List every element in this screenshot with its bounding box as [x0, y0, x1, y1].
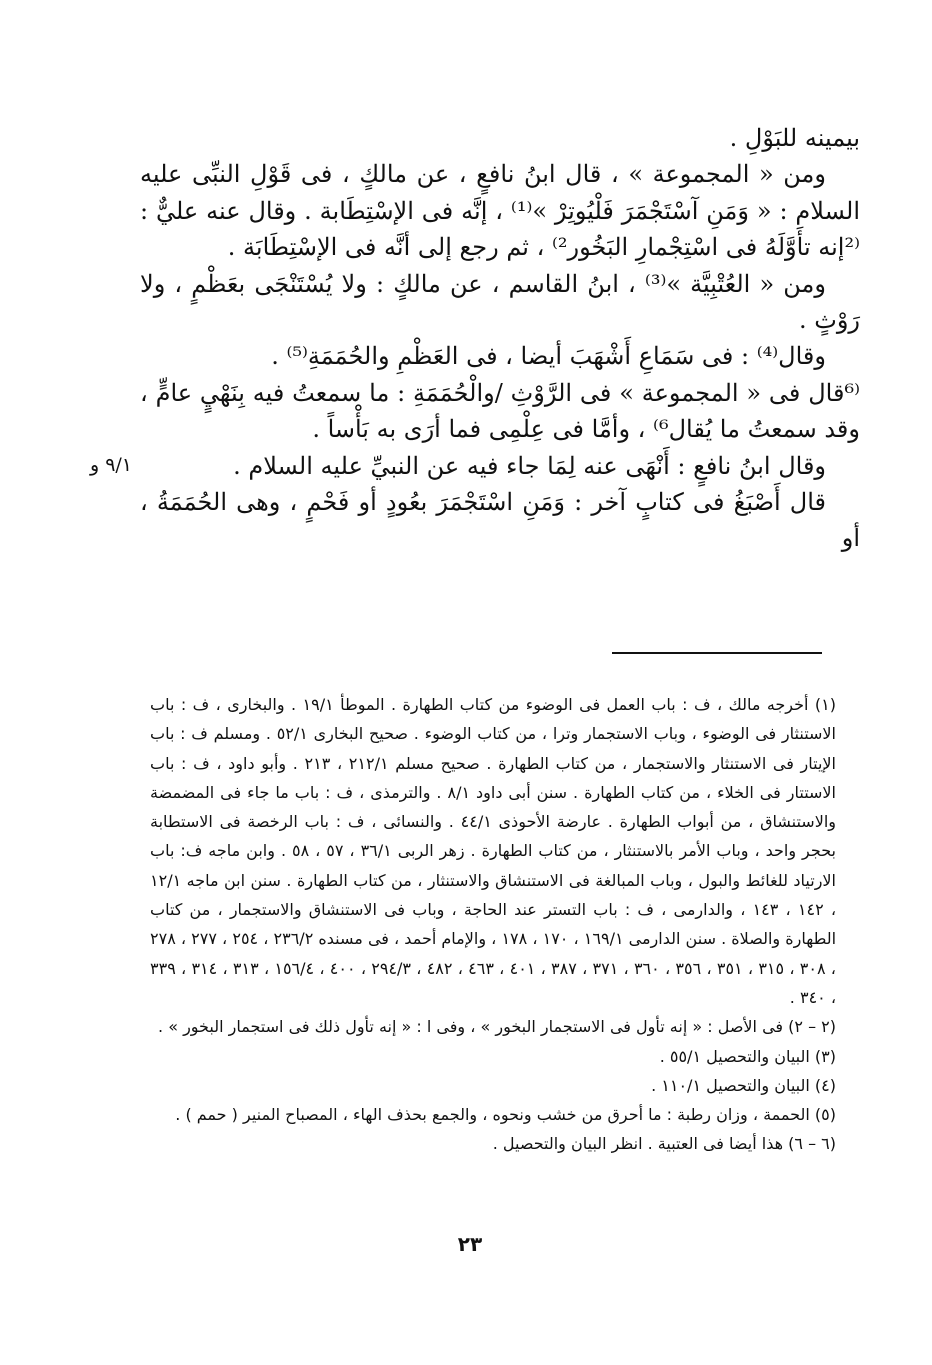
footnote: (١) أخرجه مالك ، ف : باب العمل فى الوضوء من كتاب الطهارة . الموطأ ١٩/١ . والبخارى ، ف : باب الاستنثار فى الوضوء ، وباب الاستجمار وترا ، من كتاب الوضوء . صحيح البخارى ٥٢/١ . ومسلم ف : باب الإيتار فى الاستنثار والاستجمار ، من كتاب الطهارة . صحيح مسلم ٢١٢/١ ، ٢١٣ . وأبو داود ، ف : باب الاستتار فى الخلاء ، من كتاب الطهارة . سنن أبى داود ٨/١ . والترمذى ، ف : باب ما جاء فى المضمضة والاستنشاق ، من أبواب الطهارة . عارضة الأحوذى ٤٤/١ . والنسائى ، ف : باب الرخصة فى الاستطابة بحجر واحد ، وباب الأمر بالاستنثار ، من كتاب الطهارة . زهر الربى ٣٦/١ ، ٥٧ ، ٥٨ . وابن ماجه ف: باب الارتياد للغائط والبول ، وباب المبالغة فى الاستنشاق والاستنثار ، من كتاب الطهارة . سنن ابن ماجه ١٢/١ ، ١٤٢ ، ١٤٣ ، والدارمى ، ف : باب التستر عند الحاجة ، وباب فى الاستنشاق والاستجمار ، من كتاب الطهارة والصلاة . سنن الدارمى ١٦٩/١ ، ١٧٠ ، ١٧٨ ، والإمام أحمد ، فى مسنده ٢٣٦/٢ ، ٢٥٤ ، ٢٧٧ ، ٢٧٨ ، ٣٠٨ ، ٣١٥ ، ٣٥١ ، ٣٥٦ ، ٣٦٠ ، ٣٧١ ، ٣٨٧ ، ٤٠١ ، ٤٦٣ ، ٤٨٢ ، ٢٩٤/٣ ، ٤٠٠ ، ١٥٦/٤ ، ٣١٣ ، ٣١٤ ، ٣٣٩ ، ٣٤٠ . [150, 695, 837, 1007]
footnote: (٤) البيان والتحصيل ١١٠/١ . [651, 1075, 836, 1095]
main-paragraph: قال أَصْبَغُ فى كتابٍ آخر : وَمَنِ اسْتَجْمَرَ بعُودٍ أو فَحْمٍ ، وهى الحُمَمَةُ ، أو [140, 488, 860, 553]
page-number: ٢٣ [457, 1232, 483, 1256]
main-paragraph: ⁽⁶قال فى « المجموعة » فى الرَّوْثِ /والْحُمَمَةِ : ما سمعتُ فيه بِنَهْيٍ عامٍّ ، وقد سمعتُ ما يُقال⁶⁾ ، وأمَّا فى عِلْمِى فما أرَى به بَأْساً . [140, 378, 860, 444]
footnote-separator [612, 652, 822, 654]
footnote: (٦ – ٦) هذا أيضا فى العتبية . انظر البيان والتحصيل . [492, 1134, 836, 1154]
footnote: (٥) الحممة ، وزان رطبة : ما أحرق من خشب ونحوه ، والجمع بحذف الهاء ، المصباح المنير ( حمم ) . [175, 1105, 836, 1125]
main-paragraph: ومن « المجموعة » ، قال ابنُ نافعٍ ، عن مالكٍ ، فى قَوْلِ النبِّى عليه السلام : « وَمَنِ آسْتَجْمَرَ فَلْيُوتِرْ »⁽¹⁾ ، إنَّه فى الإسْتِطَابة . وقال عنه عليٌّ : ⁽²إنه تأَوَّلَهُ فى اسْتِجْمارِ البَخُور²⁾ ، ثم رجع إلى أنَّه فى الإسْتِطَابَة . [140, 160, 861, 262]
main-paragraph: بيمينه للبَوْلِ . [729, 124, 860, 152]
main-paragraph: ومن « العُتْبِيَّة »⁽³⁾ ، ابنُ القاسم ، عن مالكٍ : ولا يُسْتَنْجَى بعَظْمٍ ، ولا رَوْثٍ . [140, 269, 860, 335]
footnote: (٢ – ٢) فى الأصل : « إنه تأول فى الاستجمار البخور » ، وفى ا : « إنه تأول ذلك فى استجمار البخور » . [158, 1017, 836, 1037]
footnotes-section [150, 690, 836, 1159]
footnote: (٣) البيان والتحصيل ٥٥/١ . [659, 1046, 836, 1066]
main-paragraph: وقال⁽⁴⁾ : فى سَمَاعِ أَشْهَبَ أيضا ، فى العَظْمِ والحُمَمَةِ⁽⁵⁾ . [271, 342, 826, 371]
main-text-body [140, 120, 860, 557]
main-paragraph: وقال ابنُ نافعٍ : أَنْهَى عنه لِمَا جاء فيه عن النبيِّ عليه السلام . [233, 451, 826, 480]
manuscript-folio-note: ٩/١ و [89, 454, 132, 476]
